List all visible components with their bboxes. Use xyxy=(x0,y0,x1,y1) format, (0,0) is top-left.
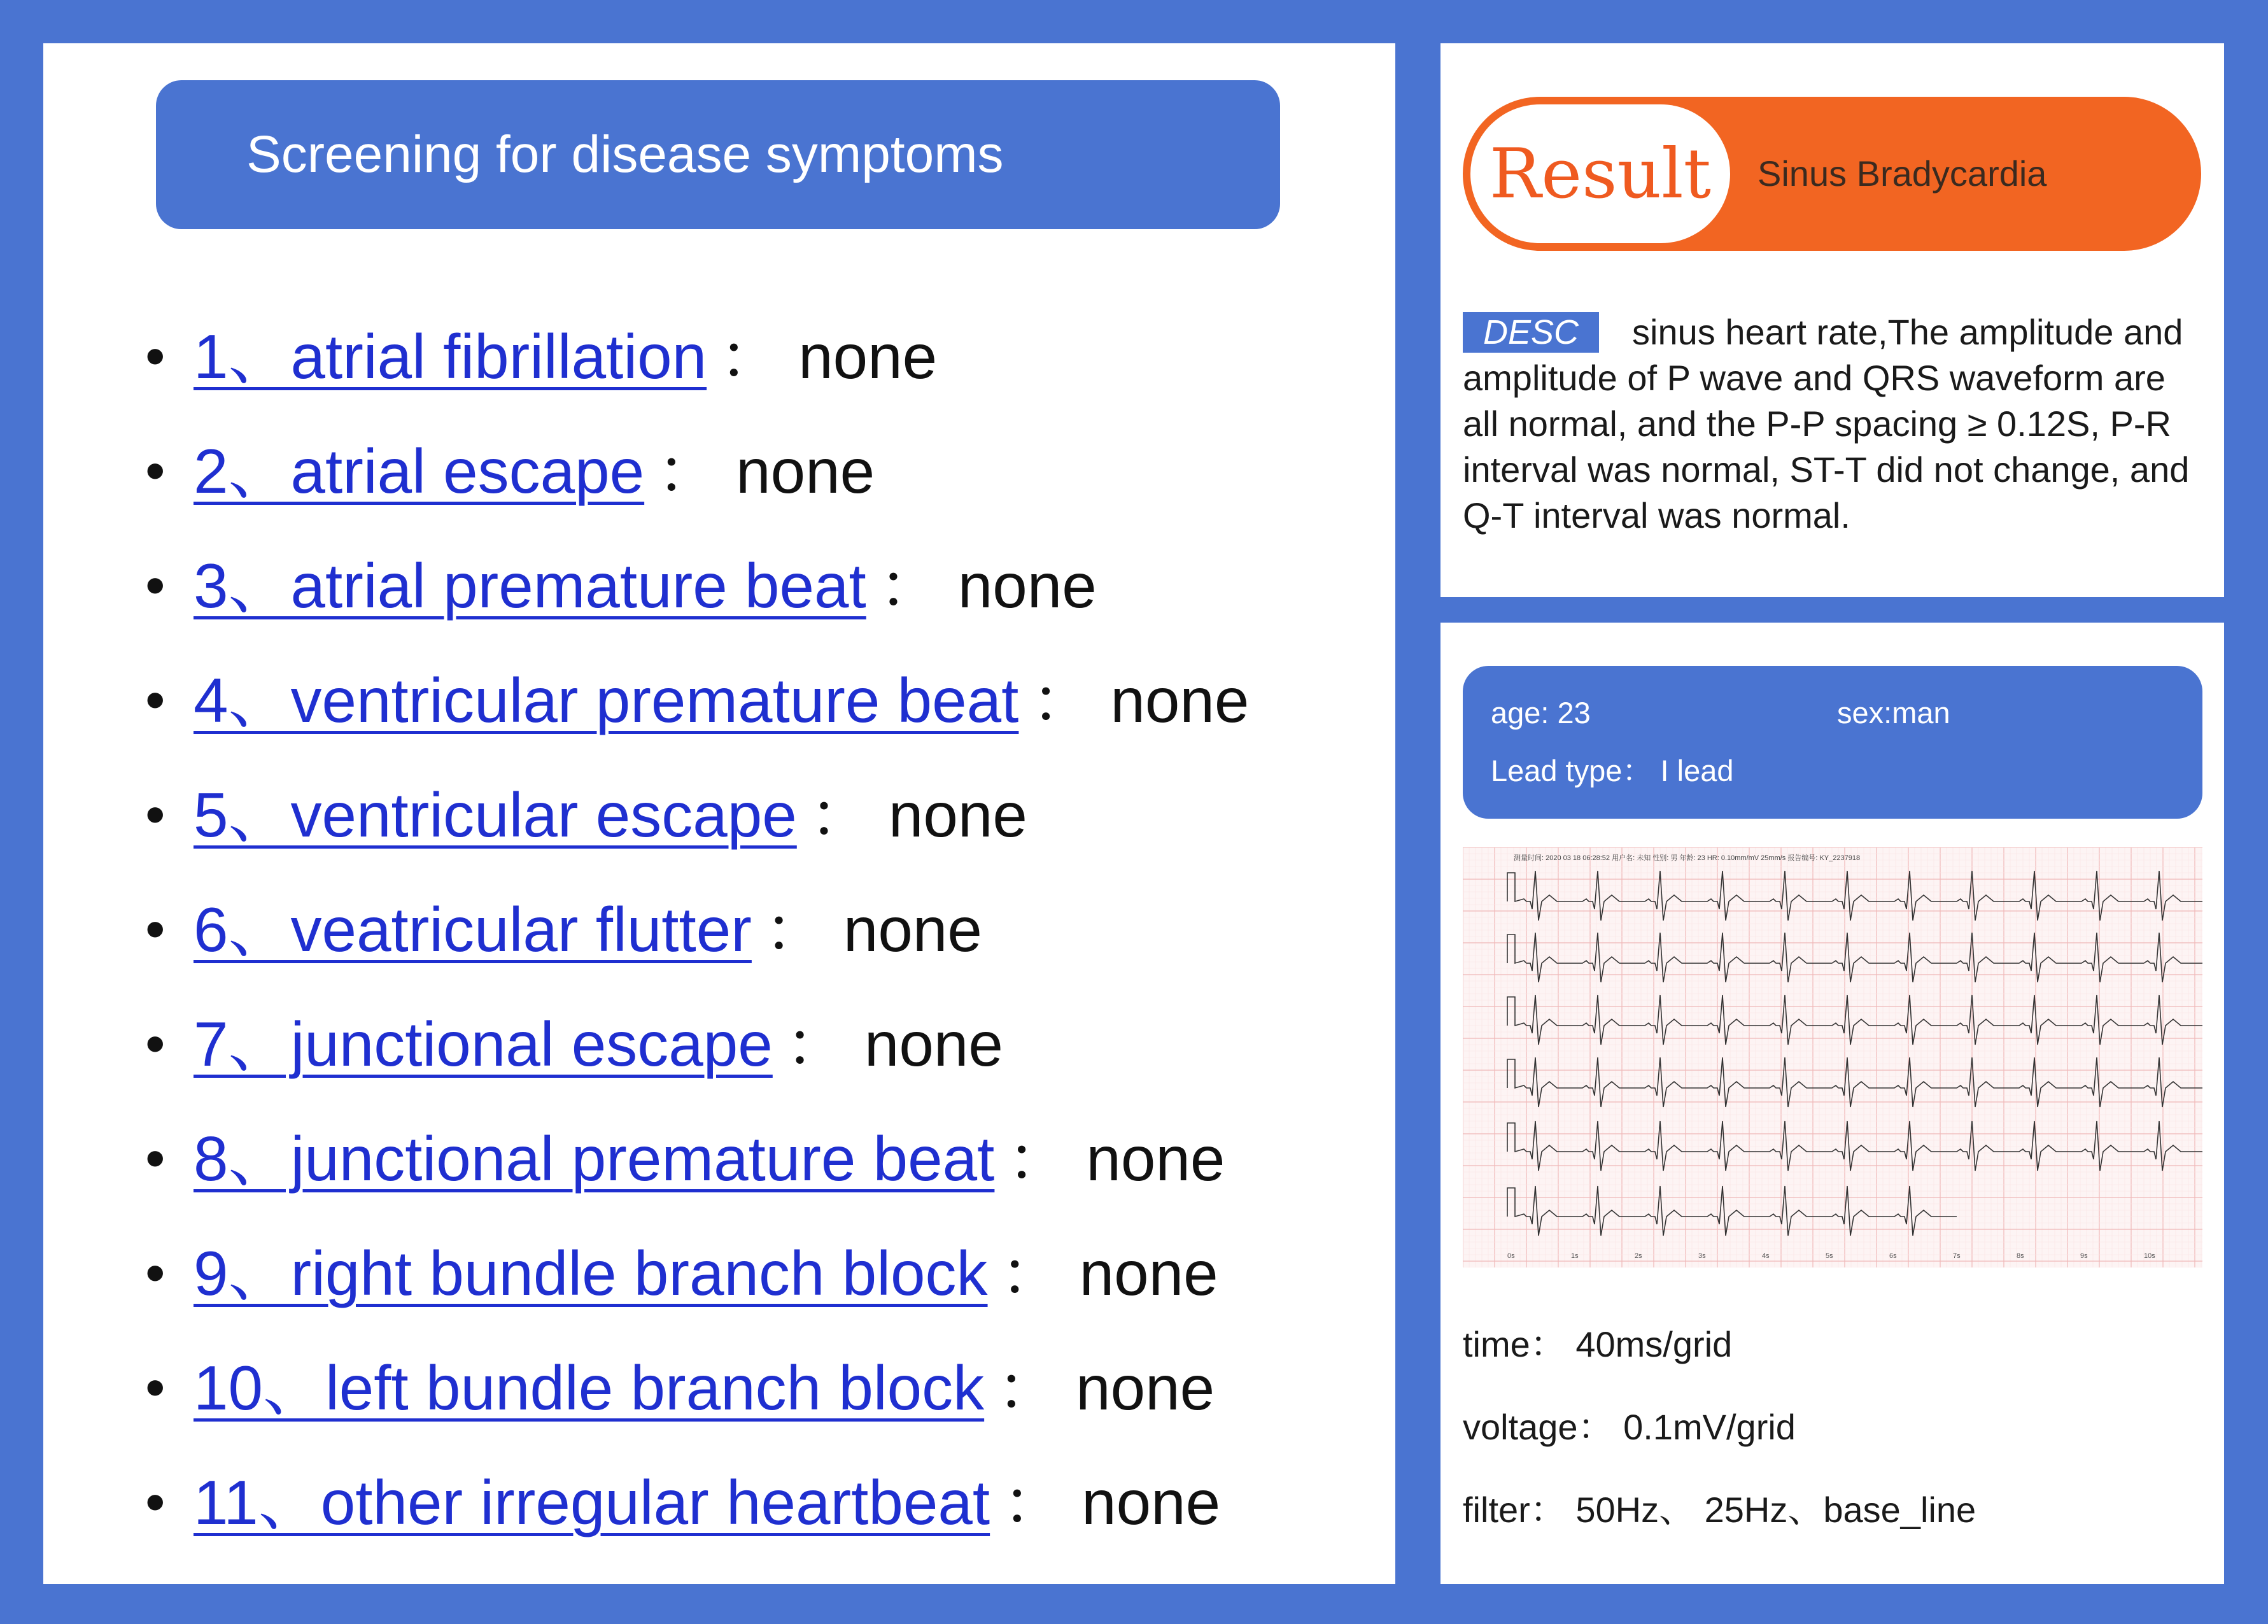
symptom-link[interactable]: 4、ventricular premature beat xyxy=(194,665,1019,735)
symptom-value: none xyxy=(957,551,1097,621)
symptom-link[interactable]: 7、junctional escape xyxy=(194,1009,773,1079)
bullet-icon: • xyxy=(145,1356,166,1420)
result-value: Sinus Bradycardia xyxy=(1757,153,2047,194)
symptom-link[interactable]: 8、junctional premature beat xyxy=(194,1124,995,1194)
ecg-time-tick: 5s xyxy=(1826,1252,1833,1260)
symptom-colon: ： xyxy=(1003,1467,1066,1537)
ecg-strip xyxy=(1463,847,2202,1267)
symptom-colon: ： xyxy=(719,321,782,392)
symptom-link[interactable]: 6、veatricular flutter xyxy=(194,894,752,964)
bullet-icon: • xyxy=(145,1012,166,1076)
symptom-value: none xyxy=(1076,1353,1215,1423)
symptom-item xyxy=(145,643,1250,758)
bullet-icon: • xyxy=(145,554,166,618)
symptom-link[interactable]: 2、atrial escape xyxy=(194,436,645,506)
result-panel xyxy=(1440,43,2224,597)
description-block xyxy=(1463,309,2202,539)
symptom-colon: ： xyxy=(785,1009,848,1079)
ecg-time-tick: 6s xyxy=(1889,1252,1897,1260)
symptom-value: none xyxy=(736,436,875,506)
symptom-item xyxy=(145,299,1249,414)
ecg-info-panel xyxy=(1440,623,2224,1584)
symptom-item xyxy=(145,1445,1249,1560)
symptom-colon: ： xyxy=(764,894,827,964)
symptom-colon: ： xyxy=(1007,1124,1070,1194)
symptom-link[interactable]: 9、right bundle branch block xyxy=(194,1238,988,1308)
bullet-icon: • xyxy=(145,439,166,503)
ecg-chart xyxy=(1463,847,2202,1267)
description-text: sinus heart rate,The amplitude and amplitude of P wave and QRS waveform are all normal, and the P-P spacing ≥ 0.12S, P-R interval was normal, ST-T did not change, and Q-T interval was normal. xyxy=(1463,312,2190,535)
symptom-item xyxy=(145,758,1249,872)
symptom-value: none xyxy=(1110,665,1250,735)
symptom-item xyxy=(145,414,1249,528)
bullet-icon: • xyxy=(145,1471,166,1534)
symptom-colon: ： xyxy=(657,436,720,506)
bullet-icon: • xyxy=(145,1127,166,1190)
param-voltage: voltage： 0.1mV/grid xyxy=(1463,1407,1796,1447)
symptom-list xyxy=(145,299,1250,1560)
ecg-time-tick: 3s xyxy=(1698,1252,1706,1260)
symptom-item xyxy=(145,1101,1249,1216)
patient-info-box xyxy=(1463,666,2202,819)
symptom-value: none xyxy=(864,1009,1003,1079)
lead-type: Lead type： I lead xyxy=(1491,754,1734,787)
screening-title: Screening for disease symptoms xyxy=(246,125,1004,183)
ecg-time-tick: 10s xyxy=(2144,1252,2155,1260)
bullet-icon: • xyxy=(145,783,166,847)
bullet-icon: • xyxy=(145,1241,166,1305)
symptom-link[interactable]: 5、ventricular escape xyxy=(194,780,797,850)
symptom-colon: ： xyxy=(1000,1238,1063,1308)
symptom-item xyxy=(145,1216,1249,1331)
param-filter: filter： 50Hz、 25Hz、base_line xyxy=(1463,1490,1976,1530)
symptom-value: none xyxy=(888,780,1027,850)
screening-panel xyxy=(43,43,1395,1584)
symptom-link[interactable]: 3、atrial premature beat xyxy=(194,551,866,621)
symptom-colon: ： xyxy=(997,1353,1060,1423)
ecg-time-tick: 2s xyxy=(1635,1252,1642,1260)
result-badge: Result xyxy=(1470,104,1730,243)
ecg-time-tick: 1s xyxy=(1571,1252,1579,1260)
patient-sex: sex:man xyxy=(1837,696,1950,730)
ecg-header-text: 测量时间: 2020 03 18 06:28:52 用户名: 未知 性别: 男 年龄: 23 HR: 0.10mm/mV 25mm/s 报告编号: KY_2237918 xyxy=(1514,854,1861,862)
symptom-item xyxy=(145,987,1249,1101)
ecg-time-tick: 7s xyxy=(1953,1252,1961,1260)
bullet-icon: • xyxy=(145,668,166,732)
symptom-value: none xyxy=(1086,1124,1225,1194)
symptom-value: none xyxy=(798,321,938,392)
ecg-time-tick: 0s xyxy=(1507,1252,1515,1260)
symptom-item xyxy=(145,872,1249,987)
symptom-value: none xyxy=(1081,1467,1221,1537)
result-pill xyxy=(1463,97,2201,251)
symptom-link[interactable]: 1、atrial fibrillation xyxy=(194,321,707,392)
param-time: time： 40ms/grid xyxy=(1463,1324,1733,1364)
symptom-link[interactable]: 11、other irregular heartbeat xyxy=(194,1467,990,1537)
ecg-time-tick: 4s xyxy=(1762,1252,1770,1260)
symptom-value: none xyxy=(843,894,982,964)
symptom-value: none xyxy=(1079,1238,1218,1308)
ecg-time-tick: 9s xyxy=(2080,1252,2088,1260)
ecg-time-tick: 8s xyxy=(2017,1252,2024,1260)
desc-tag: DESC xyxy=(1463,312,1599,353)
symptom-colon: ： xyxy=(878,551,941,621)
symptom-link[interactable]: 10、left bundle branch block xyxy=(194,1353,985,1423)
symptom-colon: ： xyxy=(809,780,872,850)
patient-age: age: 23 xyxy=(1491,696,1591,730)
screening-header xyxy=(156,80,1280,229)
symptom-item xyxy=(145,1331,1249,1445)
bullet-icon: • xyxy=(145,898,166,961)
bullet-icon: • xyxy=(145,325,166,388)
symptom-item xyxy=(145,528,1249,643)
symptom-colon: ： xyxy=(1031,665,1094,735)
